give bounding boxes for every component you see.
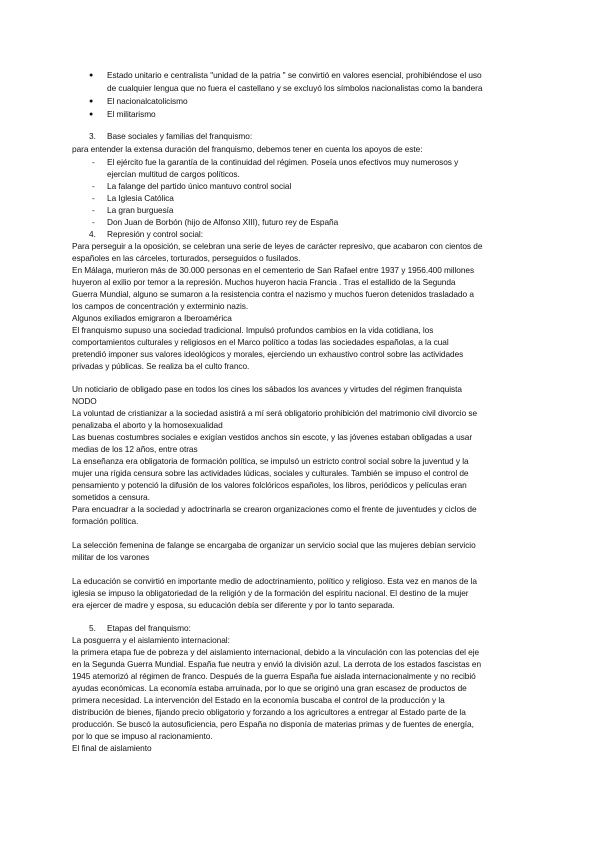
section-heading: Represión y control social: <box>107 229 203 239</box>
bullet-icon: ● <box>89 111 94 118</box>
paragraph-line: formación política. <box>72 516 139 526</box>
paragraph-line: sometidos a censura. <box>72 492 150 502</box>
section-heading: Etapas del franquismo: <box>107 623 191 633</box>
paragraph-line: Algunos exiliados emigraron a Iberoamérica <box>72 313 232 323</box>
paragraph-line: pensamiento y potenció la difusión de los valores folclóricos españoles, los libros, periódicos y películas eran <box>72 480 467 490</box>
paragraph-line: La enseñanza era obligatoria de formación política, se impulsó un estricto control social sobre la juventud y la <box>72 456 469 466</box>
paragraph-line: huyeron al exilio por temor a la represión. Muchos huyeron hacia Francia . Tras el estallido de la Segunda <box>72 277 456 287</box>
bullet-text: de cualquier lengua que no fuera el castellano y se excluyó los símbolos nacionalistas como la bandera <box>107 83 483 93</box>
paragraph-line: Un noticiario de obligado pase en todos los cines los sábados los avances y virtudes del régimen franquista <box>72 384 462 394</box>
dash-marker: - <box>92 205 95 215</box>
paragraph-line: la primera etapa fue de pobreza y del aislamiento internacional, debido a la vinculación con las potencias del eje <box>72 647 480 657</box>
paragraph-line: los campos de concentración y exterminio nazis. <box>72 301 249 311</box>
paragraph-line: primera necesidad. La intervención del Estado en la economía buscaba el control de la producción y la <box>72 695 445 705</box>
dash-item: La falange del partido único mantuvo control social <box>107 181 292 191</box>
paragraph-line: militar de los varones <box>72 552 150 562</box>
paragraph-line: por lo que se impuso al racionamiento. <box>72 731 213 741</box>
dash-item: El ejército fue la garantía de la continuidad del régimen. Poseía unos efectivos muy numerosos y <box>107 157 459 167</box>
paragraph-line: era ejercer de madre y esposa, su educación debía ser diferente y por lo tanto separada. <box>72 600 395 610</box>
paragraph-line: Para perseguir a la oposición, se celebran una serie de leyes de carácter represivo, que acabaron con cientos de <box>72 241 483 251</box>
paragraph-line: penalizaba el aborto y la homosexualidad <box>72 420 223 430</box>
dash-marker: - <box>92 157 95 167</box>
paragraph-line: La selección femenina de falange se encargaba de organizar un servicio social que las mujeres debían servicio <box>72 540 476 550</box>
paragraph-line: El final de aislamiento <box>72 743 152 753</box>
paragraph-line: El franquismo supuso una sociedad tradicional. Impulsó profundos cambios en la vida cotidiana, los <box>72 325 434 335</box>
paragraph-line: mujer una rígida censura sobre las actividades lúdicas, sociales y culturales. También se impuso el control de <box>72 468 469 478</box>
bullet-icon: ● <box>89 72 94 79</box>
dash-marker: - <box>92 181 95 191</box>
section-number: 3. <box>89 131 96 141</box>
paragraph-line: 1945 atemorizó al régimen de franco. Después de la guerra España fue aislada internacionalmente y no recibió <box>72 671 476 681</box>
paragraph-line: pretendió imponer sus valores ideológicos y morales, ejerciendo un exhaustivo control sobre las actividades <box>72 349 464 359</box>
bullet-icon: ● <box>89 98 94 105</box>
paragraph-line: medias de los 12 años, entre otras <box>72 444 198 454</box>
dash-item: Don Juan de Borbón (hijo de Alfonso XIII), futuro rey de España <box>107 217 339 227</box>
paragraph-line: ayudas económicas. La economía estaba arruinada, por lo que se originó una gran escasez de productos de <box>72 683 467 693</box>
paragraph-line: La educación se convirtió en importante medio de adoctrinamiento, político y religioso. Esta vez en manos de la <box>72 576 477 586</box>
paragraph-line: Guerra Mundial, alguno se sumaron a la resistencia contra el nazismo y muchos fueron detenidos trasladado a <box>72 289 474 299</box>
dash-marker: - <box>92 193 95 203</box>
paragraph-line: para entender la extensa duración del franquismo, debemos tener en cuenta los apoyos de este: <box>72 144 423 154</box>
bullet-text: El nacionalcatolicismo <box>107 96 188 106</box>
paragraph-line: Para encuadrar a la sociedad y adoctrinarla se crearon organizaciones como el frente de juventudes y ciclos de <box>72 504 477 514</box>
section-number: 4. <box>89 229 96 239</box>
paragraph-line: españoles en las cárceles, torturados, perseguidos o fusilados. <box>72 253 301 263</box>
paragraph-line: comportamientos culturales y religiosos en el Marco político a todas las sociedades españolas, a la cual <box>72 337 449 347</box>
bullet-text: El militarismo <box>107 109 156 119</box>
section-heading: Base sociales y familias del franquismo: <box>107 131 253 141</box>
dash-item: La gran burguesía <box>107 205 174 215</box>
sub-heading: La posguerra y el aislamiento internacional: <box>72 635 230 645</box>
paragraph-line: producción. Se buscó la autosuficiencia, pero España no disponía de materias primas y de fuentes de energía, <box>72 719 474 729</box>
dash-marker: - <box>92 217 95 227</box>
bullet-text: Estado unitario e centralista "unidad de la patria " se convirtió en valores esencial, prohibiéndose el uso <box>107 70 482 80</box>
section-number: 5. <box>89 623 96 633</box>
paragraph-line: en la Segunda Guerra Mundial. España fue neutra y envió la división azul. La derrota de los estados fascistas en <box>72 659 482 669</box>
dash-item: La Iglesia Católica <box>107 193 174 203</box>
paragraph-line: NODO <box>72 396 97 406</box>
paragraph-line: privadas y públicas. Se realiza ba el culto franco. <box>72 361 250 371</box>
paragraph-line: En Málaga, murieron más de 30.000 personas en el cementerio de San Rafael entre 1937 y 1956.400 millones <box>72 265 475 275</box>
paragraph-line: iglesia se impuso la obligatoriedad de la religión y de la formación del espíritu nacional. El destino de la mujer <box>72 588 469 598</box>
paragraph-line: distribución de bienes, fijando precio obligatorio y forzando a los agricultores a entregar al Estado parte de la <box>72 707 466 717</box>
paragraph-line: Las buenas costumbres sociales e exigían vestidos anchos sin escote, y las jóvenes estaban obligadas a usar <box>72 432 473 442</box>
dash-item: ejercían multitud de cargos políticos. <box>107 169 240 179</box>
paragraph-line: La voluntad de cristianizar a la sociedad asistirá a mí será obligatorio prohibición del matrimonio civil divorcio se <box>72 408 478 418</box>
